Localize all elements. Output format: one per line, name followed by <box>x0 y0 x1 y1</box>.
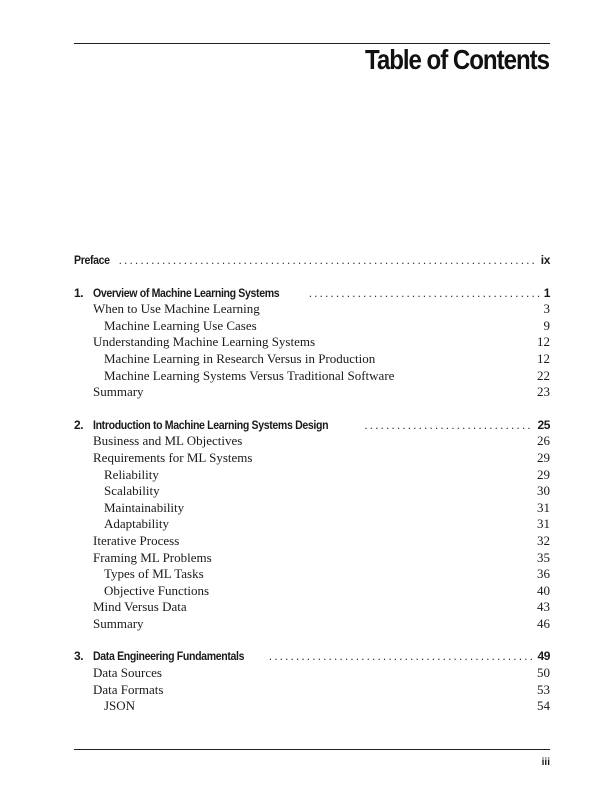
toc-entry-label: Maintainability <box>104 499 185 515</box>
toc-entry-page: 29 <box>537 449 550 465</box>
toc-subsection[interactable] <box>74 351 550 368</box>
toc-section[interactable] <box>74 384 550 401</box>
toc-chapter[interactable] <box>74 417 550 434</box>
toc-subsection[interactable] <box>74 318 550 335</box>
toc-entry-label: Data Formats <box>93 681 164 697</box>
toc-entry-page: 12 <box>537 334 550 350</box>
toc-entry-page: 43 <box>537 599 550 615</box>
toc-entry-page: 12 <box>537 350 550 366</box>
toc-entry-page: 22 <box>537 367 550 383</box>
toc-subsection[interactable] <box>74 583 550 600</box>
toc-entry-page: 53 <box>537 681 550 697</box>
toc-entry-page: 26 <box>537 433 550 449</box>
toc-entry-label: Business and ML Objectives <box>93 433 243 449</box>
toc-subsection[interactable] <box>74 516 550 533</box>
toc-subsection[interactable] <box>74 500 550 517</box>
toc-section[interactable] <box>74 616 550 633</box>
bottom-rule <box>74 749 550 750</box>
spacer <box>74 401 550 417</box>
toc-preface[interactable] <box>74 252 550 269</box>
toc-list <box>74 252 550 715</box>
leader-dots <box>309 285 540 302</box>
spacer <box>74 632 550 648</box>
toc-entry-label: Reliability <box>104 466 159 482</box>
toc-subsection[interactable] <box>74 566 550 583</box>
toc-section[interactable] <box>74 301 550 318</box>
toc-subsection[interactable] <box>74 467 550 484</box>
toc-entry-page: 29 <box>537 466 550 482</box>
toc-subsection[interactable] <box>74 483 550 500</box>
toc-entry-page: 31 <box>537 499 550 515</box>
toc-preface-label: Preface <box>74 253 110 267</box>
toc-entry-label: Scalability <box>104 483 160 499</box>
toc-chapter-title: Introduction to Machine Learning Systems Design <box>93 417 329 432</box>
toc-entry-page: 3 <box>543 301 550 317</box>
toc-entry-page: 36 <box>537 566 550 582</box>
page-number: iii <box>541 757 550 768</box>
toc-entry-label: Adaptability <box>104 516 169 532</box>
toc-entry-label: Summary <box>93 615 144 631</box>
toc-chapter-number: 2. <box>74 417 84 432</box>
toc-entry-label: Machine Learning Use Cases <box>104 317 257 333</box>
toc-subsection[interactable] <box>74 368 550 385</box>
toc-section[interactable] <box>74 682 550 699</box>
toc-chapter-page: 49 <box>537 649 550 664</box>
toc-section[interactable] <box>74 550 550 567</box>
toc-chapter-number: 3. <box>74 649 84 664</box>
toc-preface-page: ix <box>540 253 550 267</box>
toc-entry-page: 32 <box>537 532 550 548</box>
page-title: Table of Contents <box>364 44 549 75</box>
leader-dots <box>119 252 537 269</box>
toc-entry-page: 54 <box>537 698 550 714</box>
toc-entry-label: Framing ML Problems <box>93 549 212 565</box>
toc-entry-label: Machine Learning in Research Versus in Production <box>104 350 376 366</box>
toc-entry-label: Requirements for ML Systems <box>93 449 253 465</box>
toc-entry-page: 31 <box>537 516 550 532</box>
toc-section[interactable] <box>74 665 550 682</box>
toc-entry-label: Data Sources <box>93 665 162 681</box>
toc-subsection[interactable] <box>74 698 550 715</box>
toc-entry-label: Machine Learning Systems Versus Traditional Software <box>104 367 395 383</box>
toc-section[interactable] <box>74 599 550 616</box>
toc-entry-page: 46 <box>537 615 550 631</box>
toc-chapter[interactable] <box>74 285 550 302</box>
toc-entry-page: 40 <box>537 582 550 598</box>
toc-entry-page: 23 <box>537 384 550 400</box>
toc-chapter-title: Overview of Machine Learning Systems <box>93 285 280 300</box>
toc-chapter-page: 25 <box>537 417 550 432</box>
toc-section[interactable] <box>74 533 550 550</box>
toc-section[interactable] <box>74 433 550 450</box>
toc-section[interactable] <box>74 334 550 351</box>
leader-dots <box>269 648 534 665</box>
toc-chapter-title: Data Engineering Fundamentals <box>93 649 245 664</box>
toc-chapter[interactable] <box>74 648 550 665</box>
toc-entry-page: 30 <box>537 483 550 499</box>
toc-entry-label: When to Use Machine Learning <box>93 301 260 317</box>
toc-entry-page: 50 <box>537 665 550 681</box>
toc-entry-label: Objective Functions <box>104 582 210 598</box>
toc-chapter-page: 1 <box>543 285 550 300</box>
toc-entry-label: Summary <box>93 384 144 400</box>
leader-dots <box>364 417 533 434</box>
toc-section[interactable] <box>74 450 550 467</box>
toc-entry-label: Iterative Process <box>93 532 180 548</box>
toc-entry-label: Understanding Machine Learning Systems <box>93 334 316 350</box>
toc-entry-label: JSON <box>104 698 136 714</box>
toc-entry-page: 9 <box>543 317 550 333</box>
spacer <box>74 269 550 285</box>
toc-entry-label: Mind Versus Data <box>93 599 187 615</box>
toc-chapter-number: 1. <box>74 285 84 300</box>
toc-entry-label: Types of ML Tasks <box>104 566 204 582</box>
toc-entry-page: 35 <box>537 549 550 565</box>
